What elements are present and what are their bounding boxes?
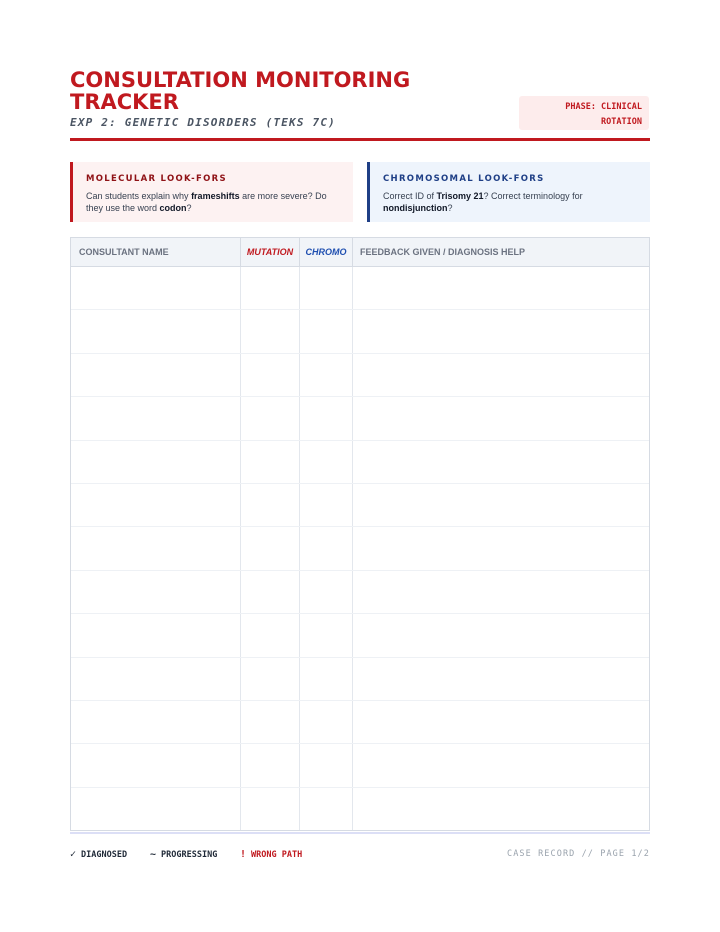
table-row — [71, 701, 649, 744]
feedback-cell[interactable] — [353, 658, 649, 700]
chromo-cell[interactable] — [300, 354, 353, 396]
chromo-cell[interactable] — [300, 744, 353, 786]
chromosomal-term-trisomy: Trisomy 21 — [436, 191, 484, 201]
legend-wrong-path — [240, 849, 302, 860]
table-row — [71, 397, 649, 440]
feedback-cell[interactable] — [353, 397, 649, 439]
header-chromo: CHROMO — [300, 238, 353, 266]
chromosomal-text-1: Correct ID of — [383, 191, 437, 201]
table-body — [71, 267, 649, 830]
chromo-cell[interactable] — [300, 614, 353, 656]
chromosomal-text-2: ? Correct terminology for — [483, 191, 583, 201]
consultant-name-cell[interactable] — [71, 484, 241, 526]
feedback-cell[interactable] — [353, 310, 649, 352]
feedback-cell[interactable] — [353, 701, 649, 743]
consultant-name-cell[interactable] — [71, 614, 241, 656]
molecular-lookfors-card — [70, 162, 353, 222]
chromosomal-term-nondisjunction: nondisjunction — [383, 203, 448, 213]
feedback-cell[interactable] — [353, 354, 649, 396]
mutation-cell[interactable] — [241, 484, 300, 526]
chromo-cell[interactable] — [300, 527, 353, 569]
title-line-2: TRACKER — [70, 90, 179, 114]
phase-badge — [519, 96, 649, 130]
exclamation-icon: ! — [240, 849, 247, 860]
header-mutation: MUTATION — [241, 238, 300, 266]
phase-badge-line-1: PHASE: CLINICAL — [565, 102, 642, 112]
table-row — [71, 571, 649, 614]
table-header-row — [71, 238, 649, 267]
header-consultant-name: CONSULTANT NAME — [71, 238, 241, 266]
feedback-cell[interactable] — [353, 527, 649, 569]
feedback-cell[interactable] — [353, 267, 649, 309]
table-row — [71, 441, 649, 484]
table-row — [71, 310, 649, 353]
feedback-cell[interactable] — [353, 744, 649, 786]
chromo-cell[interactable] — [300, 310, 353, 352]
table-row — [71, 658, 649, 701]
header-feedback: FEEDBACK GIVEN / DIAGNOSIS HELP — [360, 247, 526, 257]
table-row — [71, 788, 649, 830]
molecular-text-1: Can students explain why — [86, 191, 192, 201]
tilde-icon: ~ — [150, 849, 157, 860]
chromosomal-card-text — [383, 190, 638, 214]
mutation-cell[interactable] — [241, 614, 300, 656]
chromosomal-card-title: CHROMOSOMAL LOOK-FORS — [383, 174, 545, 184]
chromo-cell[interactable] — [300, 441, 353, 483]
feedback-cell[interactable] — [353, 614, 649, 656]
mutation-cell[interactable] — [241, 267, 300, 309]
table-row — [71, 484, 649, 527]
consultant-name-cell[interactable] — [71, 744, 241, 786]
molecular-card-text — [86, 190, 341, 214]
consultant-name-cell[interactable] — [71, 658, 241, 700]
chromo-cell[interactable] — [300, 788, 353, 830]
feedback-cell[interactable] — [353, 788, 649, 830]
header-divider — [70, 138, 650, 141]
mutation-cell[interactable] — [241, 788, 300, 830]
feedback-cell[interactable] — [353, 571, 649, 613]
mutation-cell[interactable] — [241, 744, 300, 786]
consultant-name-cell[interactable] — [71, 571, 241, 613]
feedback-cell[interactable] — [353, 441, 649, 483]
chromosomal-text-3: ? — [447, 203, 453, 213]
molecular-card-title: MOLECULAR LOOK-FORS — [86, 174, 227, 184]
worksheet-page — [70, 0, 650, 932]
table-row — [71, 354, 649, 397]
page-title — [70, 69, 490, 113]
consultant-name-cell[interactable] — [71, 267, 241, 309]
mutation-cell[interactable] — [241, 701, 300, 743]
table-row — [71, 267, 649, 310]
molecular-text-3: ? — [186, 203, 192, 213]
mutation-cell[interactable] — [241, 571, 300, 613]
page-subtitle: EXP 2: GENETIC DISORDERS (TEKS 7C) — [70, 116, 336, 129]
chromo-cell[interactable] — [300, 267, 353, 309]
chromo-cell[interactable] — [300, 484, 353, 526]
consultant-name-cell[interactable] — [71, 788, 241, 830]
case-record-page-number: CASE RECORD // PAGE 1/2 — [506, 849, 650, 859]
table-row — [71, 744, 649, 787]
consultation-table — [70, 237, 650, 831]
legend-progressing-label: PROGRESSING — [161, 850, 218, 860]
title-line-1: CONSULTATION MONITORING — [70, 68, 411, 92]
check-icon: ✓ — [70, 849, 77, 860]
chromo-cell[interactable] — [300, 701, 353, 743]
legend-wrong-path-label: WRONG PATH — [251, 850, 303, 860]
consultant-name-cell[interactable] — [71, 354, 241, 396]
mutation-cell[interactable] — [241, 441, 300, 483]
phase-badge-line-2: ROTATION — [601, 117, 642, 127]
consultant-name-cell[interactable] — [71, 310, 241, 352]
footer-divider — [70, 832, 650, 834]
consultant-name-cell[interactable] — [71, 397, 241, 439]
chromo-cell[interactable] — [300, 571, 353, 613]
consultant-name-cell[interactable] — [71, 701, 241, 743]
mutation-cell[interactable] — [241, 397, 300, 439]
consultant-name-cell[interactable] — [71, 441, 241, 483]
molecular-term-frameshifts: frameshifts — [191, 191, 240, 201]
consultant-name-cell[interactable] — [71, 527, 241, 569]
chromo-cell[interactable] — [300, 658, 353, 700]
molecular-text-2: are more severe? Do they use the word — [86, 191, 327, 213]
feedback-cell[interactable] — [353, 484, 649, 526]
chromosomal-lookfors-card — [367, 162, 650, 222]
molecular-term-codon: codon — [159, 203, 187, 213]
legend-diagnosed-label: DIAGNOSED — [81, 850, 128, 860]
legend-progressing — [150, 849, 217, 860]
mutation-cell[interactable] — [241, 310, 300, 352]
mutation-cell[interactable] — [241, 354, 300, 396]
table-row — [71, 614, 649, 657]
mutation-cell[interactable] — [241, 658, 300, 700]
legend-diagnosed — [70, 849, 127, 860]
mutation-cell[interactable] — [241, 527, 300, 569]
chromo-cell[interactable] — [300, 397, 353, 439]
table-row — [71, 527, 649, 570]
